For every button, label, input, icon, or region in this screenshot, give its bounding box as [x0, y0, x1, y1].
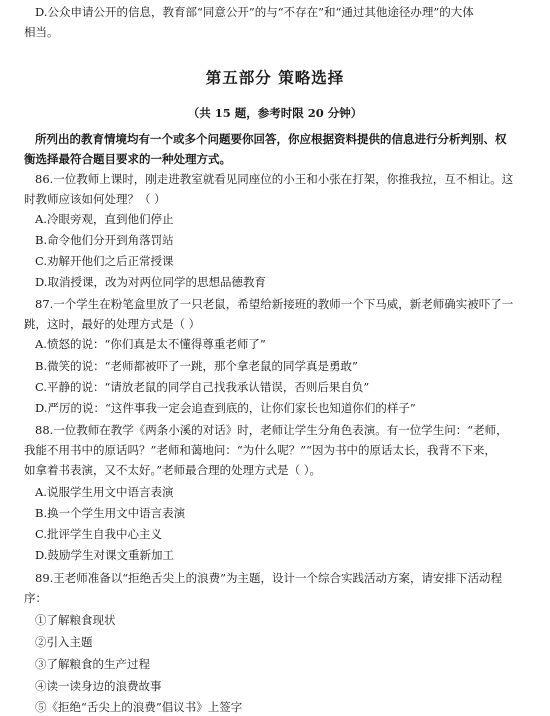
q87-option-d: D.严厉的说：“这件事我一定会追查到底的，让你们家长也知道你们的样子”	[35, 401, 416, 415]
q88-option-d: D.鼓励学生对课文重新加工	[35, 548, 174, 562]
q86-stem-line1: 86.一位教师上课时，刚走进教室就看见同座位的小王和小张在打架，你推我拉，互不相让。这	[35, 172, 514, 186]
section-subtitle: （共 15 题，参考时限 20 分钟）	[187, 106, 363, 120]
prev-question-option-d-line1: D.公众申请公开的信息，教育部“同意公开”的与“不存在”和“通过其他途径办理”的大体	[35, 5, 474, 19]
q88-option-b: B.换一个学生用文中语言表演	[35, 506, 186, 520]
q88-stem-line2: 我能不用书中的原话吗？”老师和蔼地问：“为什么呢？”“因为书中的原话太长，我背不下来，	[24, 443, 497, 457]
section-instructions-line1: 所列出的教育情境均有一个或多个问题要你回答，你应根据资料提供的信息进行分析判别、权	[35, 132, 507, 146]
q88-option-c: C.批评学生自我中心主义	[35, 527, 163, 541]
q86-option-b: B.命令他们分开到角落罚站	[35, 233, 174, 247]
q89-stem-line1: 89.王老师准备以“拒绝舌尖上的浪费”为主题，设计一个综合实践活动方案，请安排下活动程	[35, 571, 503, 585]
q87-option-b: B.微笑的说：“老师都被吓了一跳，那个拿老鼠的同学真是勇敢”	[35, 359, 358, 373]
q89-step-2: ②引入主题	[35, 635, 93, 649]
prev-question-option-d-line2: 相当。	[24, 25, 59, 39]
q86-option-c: C.劝解开他们之后正常授课	[35, 254, 174, 268]
q86-option-a: A.冷眼旁观，直到他们停止	[35, 212, 174, 226]
q88-stem-line1: 88.一位教师在教学《两条小溪的对话》时，老师让学生分角色表演。有一位学生问：“老师，	[35, 423, 508, 437]
q89-step-3: ③了解粮食的生产过程	[35, 657, 150, 671]
q88-stem-line3: 如拿着书表演，又不太好。”老师最合理的处理方式是（ ）。	[24, 463, 322, 477]
section-title: 第五部分 策略选择	[205, 69, 345, 87]
section-instructions-line2: 衡选择最符合题目要求的一种处理方式。	[24, 152, 231, 166]
q89-step-5: ⑤《拒绝“舌尖上的浪费”倡议书》上签字	[35, 700, 243, 714]
q89-stem-line2: 序：	[24, 591, 47, 605]
q87-stem-line1: 87.一个学生在粉笔盒里放了一只老鼠，希望给新接班的教师一个下马威，新老师确实被吓了一	[35, 297, 514, 311]
q87-stem-line2: 跳，这时，最好的处理方式是（ ）	[24, 317, 201, 331]
q88-option-a: A.说服学生用文中语言表演	[35, 485, 174, 499]
q89-step-1: ①了解粮食现状	[35, 613, 116, 627]
q89-step-4: ④读一读身边的浪费故事	[35, 679, 162, 693]
q87-option-a: A.愤怒的说：“你们真是太不懂得尊重老师了”	[35, 337, 266, 351]
q86-option-d: D.取消授课，改为对两位同学的思想品德教育	[35, 275, 266, 289]
q86-stem-line2: 时教师应该如何处理？（ ）	[24, 192, 166, 206]
q87-option-c: C.平静的说：“请放老鼠的同学自己找我承认错误，否则后果自负”	[35, 380, 370, 394]
